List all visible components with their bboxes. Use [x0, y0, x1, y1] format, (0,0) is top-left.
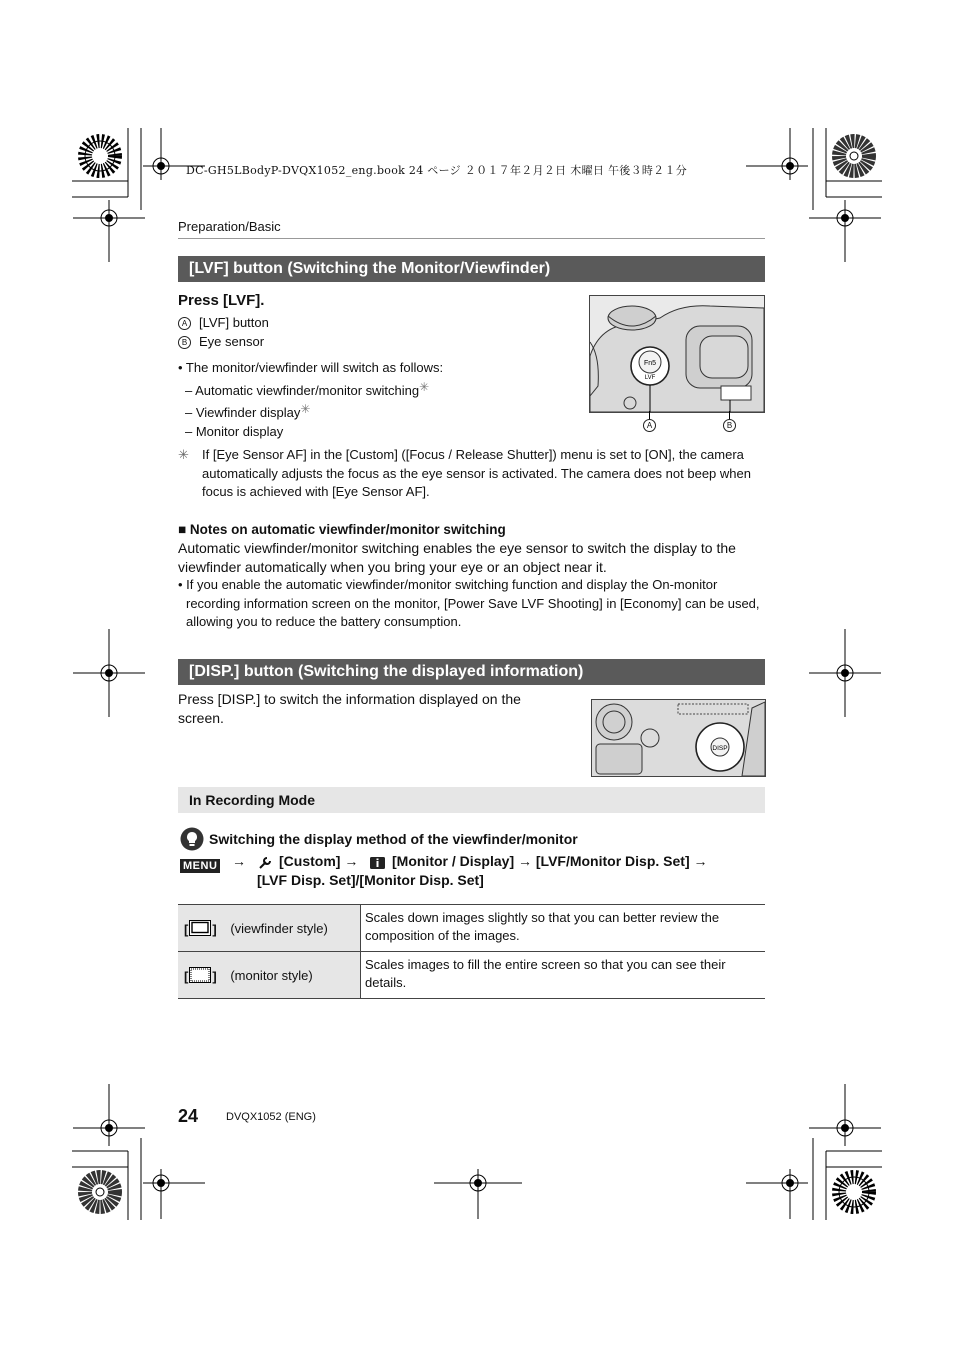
asterisk: ✳ [419, 379, 430, 394]
menu-badge-label: MENU [180, 859, 220, 873]
legend-item-b [178, 333, 269, 352]
lvf-section-heading: [LVF] button (Switching the Monitor/Viewfinder) [178, 256, 765, 282]
doc-code: DVQX1052 (ENG) [226, 1111, 316, 1123]
tip-icon [180, 827, 204, 851]
legend-label-b: Eye sensor [199, 333, 265, 349]
legend-label-a: [LVF] button [199, 315, 269, 330]
menu-path-custom: [Custom] → [279, 853, 363, 869]
legend-item-a [178, 314, 269, 333]
asterisk: ✳ [300, 402, 311, 416]
table-row [178, 952, 765, 999]
wrench-icon [258, 856, 272, 870]
mode-text: – Monitor display [185, 423, 284, 439]
menu-path-monitor: [Monitor / Display] → [LVF/Monitor Disp. Set] → [392, 853, 708, 869]
disp-instruction: Press [DISP.] to switch the information displayed on the screen. [178, 691, 521, 726]
style-label: (monitor style) [230, 967, 313, 983]
callout-b: B [723, 419, 736, 432]
page-number: 24 [178, 1106, 199, 1126]
display-style-table [178, 904, 765, 999]
mode-text: – Viewfinder display [185, 405, 301, 420]
monitor-style-icon: [ ] [184, 968, 217, 984]
mode-item [178, 400, 443, 423]
style-description: Scales down images slightly so that you can better review the composition of the images. [361, 905, 766, 952]
press-lvf-instruction: Press [LVF]. [178, 292, 265, 309]
style-description: Scales images to fill the entire screen so that you can see their details. [361, 952, 766, 999]
style-cell [178, 952, 361, 999]
fn5-label: Fn5 [643, 360, 657, 367]
callout-legend [178, 314, 269, 351]
section-label: Preparation/Basic [178, 219, 281, 234]
menu-arrow: → [232, 853, 246, 869]
disp-section-heading: [DISP.] button (Switching the displayed information) [178, 659, 765, 685]
style-cell [178, 905, 361, 952]
notes-heading: ■ Notes on automatic viewfinder/monitor switching [178, 522, 506, 537]
image-callout-b [723, 416, 736, 435]
viewfinder-style-icon: [ ] [184, 921, 217, 937]
lvf-camera-illustration [589, 295, 765, 413]
monitor-display-icon [370, 856, 385, 868]
header-rule [178, 238, 765, 239]
mode-item [178, 423, 443, 442]
style-label: (viewfinder style) [230, 920, 328, 936]
recording-mode-heading: In Recording Mode [178, 787, 765, 813]
mode-item [178, 378, 443, 401]
marker-b: B [178, 336, 191, 349]
switch-modes [178, 359, 443, 441]
disp-camera-illustration [591, 699, 766, 777]
disp-button-label: DISP [712, 745, 728, 752]
mode-text: – Automatic viewfinder/monitor switching [185, 382, 420, 398]
notes-text: Automatic viewfinder/monitor switching enables the eye sensor to switch the display to the viewfinder automatically when you bring your eye or an object near it. [178, 540, 736, 575]
image-callout-a [643, 416, 656, 435]
lvf-label: LVF [644, 375, 656, 381]
callout-a: A [643, 419, 656, 432]
notes-bullet: • If you enable the automatic viewfinder/monitor switching function and display the On-monitor recording information screen on the monitor, [Power Save LVF Shooting] in [Economy] can be used, allowing you to reduce the battery consumption. [178, 577, 760, 629]
footnote-mark: ✳ [178, 447, 189, 462]
menu-badge [180, 856, 220, 874]
menu-path-lvf-disp: [LVF Disp. Set]/[Monitor Disp. Set] [257, 872, 484, 888]
switch-intro: • The monitor/viewfinder will switch as follows: [178, 360, 444, 375]
print-file-header: DC-GH5LBodyP-DVQX1052_eng.book 24 ページ ２０１７年２月２日 木曜日 午後３時２１分 [186, 164, 688, 177]
table-row [178, 905, 765, 952]
tip-heading: Switching the display method of the viewfinder/monitor [209, 831, 578, 847]
footnote-text: If [Eye Sensor AF] in the [Custom] ([Focus / Release Shutter]) menu is set to [ON], the camera automatically adjusts the focus as the eye sensor is activated. The camera does not beep when focus is achieved with [Eye Sensor AF]. [202, 447, 751, 499]
marker-a: A [178, 317, 191, 330]
